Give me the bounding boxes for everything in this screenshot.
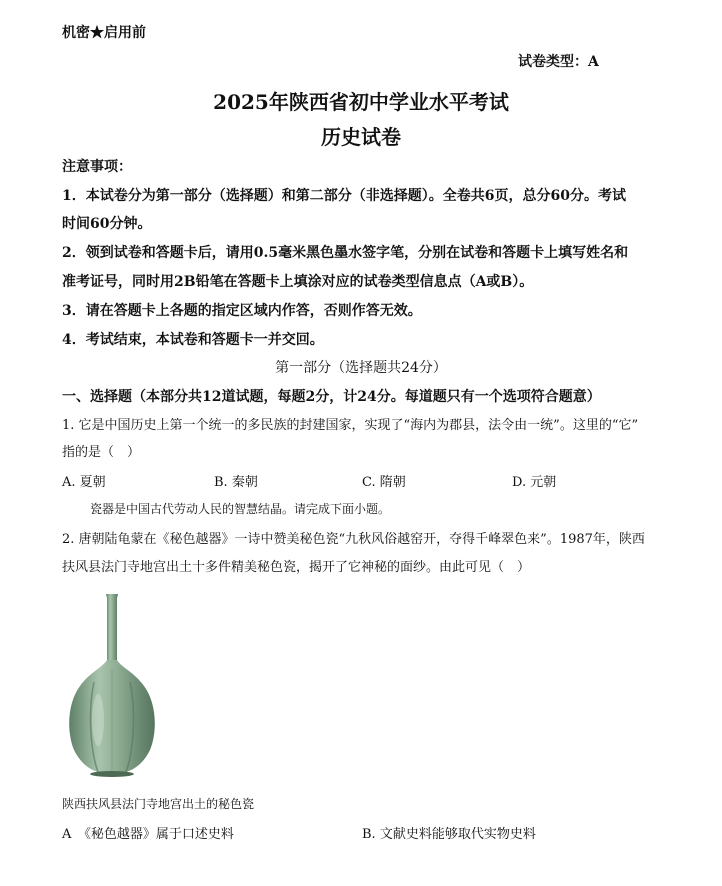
question-2-stem: 2. 唐朝陆龟蒙在《秘色越器》一诗中赞美秘色瓷“九秋风俗越窑开，夺得千峰翠色来”。1987年，陕西 bbox=[62, 532, 645, 547]
part-heading: 第一部分（选择题共24分） bbox=[275, 360, 447, 376]
image-caption: 陕西扶风县法门寺地宫出土的秘色瓷 bbox=[62, 797, 255, 811]
question-1-stem: 指的是（ ） bbox=[62, 445, 141, 460]
note-line: 2．领到试卷和答题卡后，请用0.5毫米黑色墨水签字笔，分别在试卷和答题卡上填写姓名和 bbox=[62, 245, 629, 261]
note-line: 3．请在答题卡上各题的指定区域内作答，否则作答无效。 bbox=[62, 303, 422, 319]
note-line: 准考证号，同时用2B铅笔在答题卡上填涂对应的试卷类型信息点（A或B）。 bbox=[62, 274, 534, 290]
note-line: 时间60分钟。 bbox=[62, 216, 152, 232]
material-intro: 瓷器是中国古代劳动人民的智慧结晶。请完成下面小题。 bbox=[90, 502, 391, 516]
question-1-stem: 1. 它是中国历史上第一个统一的多民族的封建国家，实现了“海内为郡县，法令由一统”。这里的“它” bbox=[62, 418, 639, 433]
exam-title: 2025年陕西省初中学业水平考试 bbox=[213, 90, 509, 114]
q2-option-b[interactable]: B. 文献史料能够取代实物史料 bbox=[362, 827, 536, 842]
exam-subtitle: 历史试卷 bbox=[321, 125, 401, 149]
q1-option-b[interactable]: B. 秦朝 bbox=[214, 475, 258, 490]
celadon-vase-photo bbox=[62, 590, 162, 780]
notes-heading: 注意事项： bbox=[62, 159, 132, 175]
q1-option-c[interactable]: C. 隋朝 bbox=[362, 475, 406, 490]
secret-mark: 机密★启用前 bbox=[62, 25, 146, 41]
section-heading: 一、选择题（本部分共12道试题，每题2分，计24分。每道题只有一个选项符合题意） bbox=[62, 389, 601, 405]
question-2-stem: 扶风县法门寺地宫出土十多件精美秘色瓷，揭开了它神秘的面纱。由此可见（ ） bbox=[62, 560, 531, 575]
q1-option-a[interactable]: A. 夏朝 bbox=[62, 475, 106, 490]
note-line: 1．本试卷分为第一部分（选择题）和第二部分（非选择题）。全卷共6页，总分60分。考试 bbox=[62, 188, 626, 204]
note-line: 4．考试结束，本试卷和答题卡一并交回。 bbox=[62, 332, 324, 348]
vase-image bbox=[62, 590, 162, 780]
paper-type: 试卷类型：A bbox=[518, 54, 599, 70]
q1-option-d[interactable]: D. 元朝 bbox=[512, 475, 557, 490]
q2-option-a[interactable]: A 《秘色越器》属于口述史料 bbox=[62, 827, 234, 842]
